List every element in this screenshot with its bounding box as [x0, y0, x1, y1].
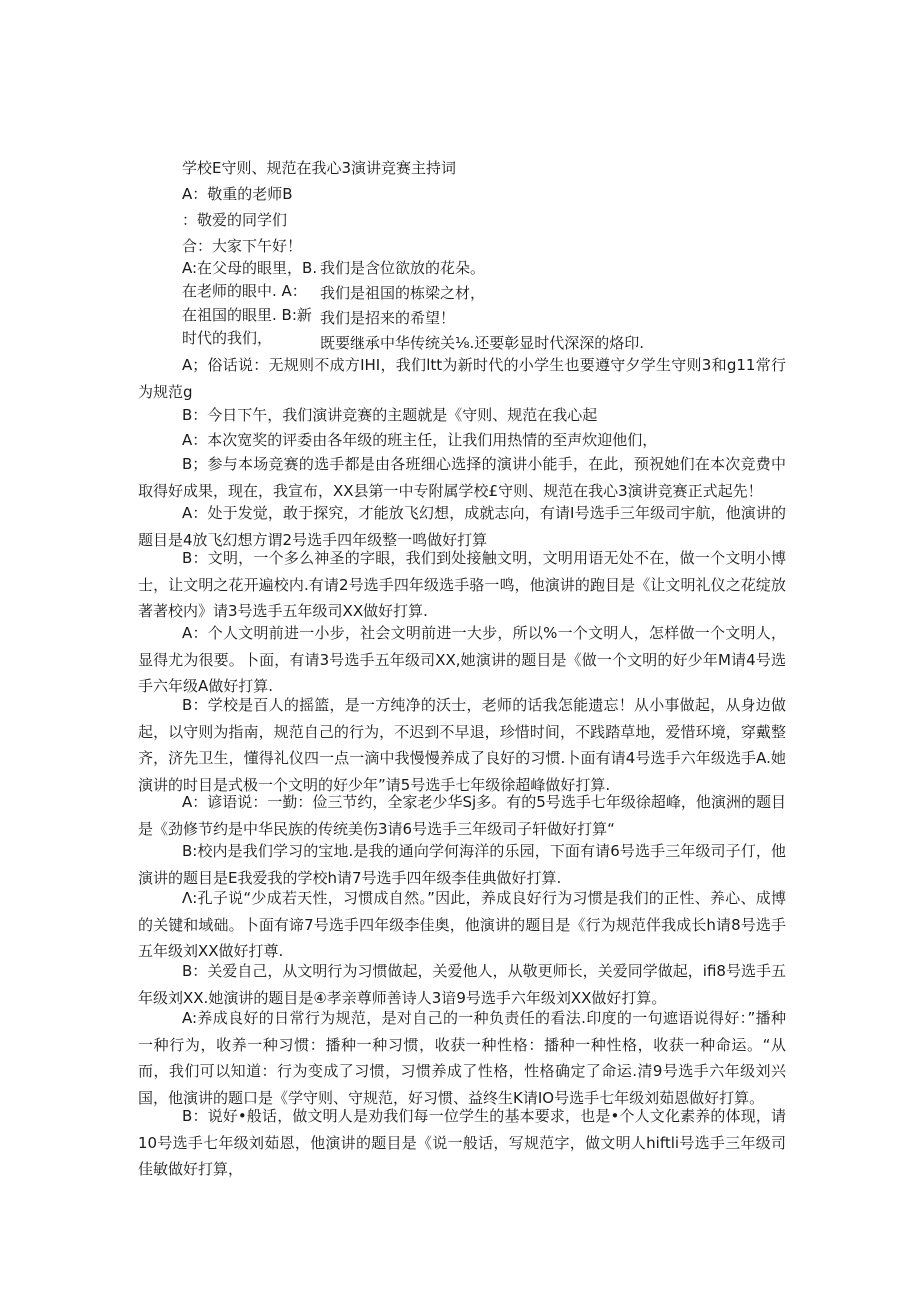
column-left-text: 时代的我们，	[182, 329, 273, 347]
paragraph: A:养成良好的日常行为规范，是对自己的一种负责任的看法.印度的一句遮语说得好：”播种一种行为，收养一种习惯：播种一种习惯，收获一种性格：播种一种性格，收获一种命运。“从而，我们可以知道：行为变成了习惯，习惯养成了性格，性格确定了命运.清9号选手六年级刘兴国，他演讲的题口是《学守则、守规范，好习惯、益终生K请IO号选手七年级刘茹恩做好打算。	[138, 1009, 786, 1107]
paragraph: A；俗话说：无规则不成方IHI，我们ltt为新时代的小学生也要遵守夕学生守则3和g11常行为规范g	[138, 356, 786, 401]
column-left-text: A:在父母的眼里，B.	[182, 259, 318, 277]
paragraph: A：本次宽奖的评委由各年级的班主任，让我们用热情的至声炊迎他们，	[182, 431, 658, 449]
paragraph: B：说好•般话，做文明人是劝我们每一位学生的基本要求，也是•个人文化素养的体现，请10号选手七年级刘茹恩，他演讲的题目是《说一般话，写规范字，做文明人hiftli号选手三年级司佳敏做好打算，	[138, 1107, 786, 1178]
column-left-text: 在老师的眼中. A：	[182, 282, 307, 300]
intro-line: 合：大家下午好！	[182, 237, 303, 255]
document-title: 学校E守则、规范在我心3演讲竞赛主持词	[182, 159, 457, 177]
paragraph: A：谚语说：一勤：俭三节约，全家老少华Sj多。有的5号选手七年级徐超峰，他演洲的题目是《劲修节约是中华民族的传统美伤3请6号选手三年级司子轩做好打算“	[138, 793, 786, 838]
paragraph: A：处于发觉，敢于探究，才能放飞幻想，成就志向，有请I号选手三年级司宇航，他演讲的题目是4放飞幻想方谓2号选手四年级整一鸣做好打算	[138, 504, 786, 549]
column-right-text: 我们是招来的希望！	[320, 309, 456, 327]
paragraph: B:校内是我们学习的宝地.是我的通向学何海洋的乐园，下面有请6号选手三年级司子仃，他演讲的题目是E我爱我的学校h请7号选手四年级李佳典做好打算.	[138, 842, 786, 887]
column-left-text: 在祖国的眼里. B:新	[182, 306, 312, 324]
intro-line: A：敬重的老师B	[182, 185, 293, 203]
intro-line: ：敬爱的同学们	[182, 211, 288, 229]
paragraph: B：今日下午，我们演讲竞赛的主题就是《守则、规范在我心起	[182, 406, 598, 424]
column-right-text: 我们是含位欲放的花朵。	[320, 259, 486, 277]
paragraph: Λ:孔子说“少成若天性，习惯成自然。”因此，养成良好行为习惯是我们的正性、养心、成博的关键和域础。卜面有谛7号选手四年级李佳奥，他演讲的题目是《行为规范伴我成长h请8号选手五年级刘XX做好打尊.	[138, 889, 786, 960]
paragraph: B：关爱自己，从文明行为习惯做起，关爱他人，从敬更师长，关爱同学做起，ifi8号选手五年级刘XX.她演讲的题目是④孝亲尊师善诗人3谙9号选手六年级刘XX做好打算。	[138, 962, 786, 1007]
column-right-text: 既要继承中华传统关⅛.还要彰显时代深深的烙印.	[320, 334, 645, 352]
column-right-text: 我们是祖国的栋梁之材，	[320, 284, 486, 302]
paragraph: A：个人文明前进一小步，社会文明前进一大步，所以%一个文明人，怎样做一个文明人，显得尤为很要。卜面，有请3号选手五年级司XX,她演讲的题目是《做一个文明的好少年M请4号选手六年级A做好打算.	[138, 624, 786, 695]
paragraph: B；参与本场竞赛的选手都是由各班细心选择的演讲小能手，在此，预祝她们在本次竞费中取得好成果，现在，我宣布，XX县第一中专附属学校£守则、规范在我心3演讲竞赛正式起先！	[138, 455, 786, 500]
paragraph: B：学校是百人的摇篮，是一方纯净的沃士，老师的话我怎能遗忘！从小事做起，从身边做起，以守则为指南，规范自己的行为，不迟到不早退，珍惜时间，不践踏草地，爱惜环境，穿戴整齐，济先卫生，懂得礼仪四一点一滴中我慢慢养成了良好的习惯.卜面有请4号选手六年级选手A.她演讲的时目是式极一个文明的好少年”请5号选手七年级徐超峰做好打算.	[138, 696, 786, 794]
paragraph: B：文明，一个多么神圣的字眼，我们到处接触文明，文明用语无处不在，做一个文明小博士，让文明之花开遍校内.有请2号选手四年级选手骆一鸣，他演讲的跑目是《让文明礼仪之花绽放著著校内》请3号选手五年级司XX做好打算.	[138, 549, 786, 620]
